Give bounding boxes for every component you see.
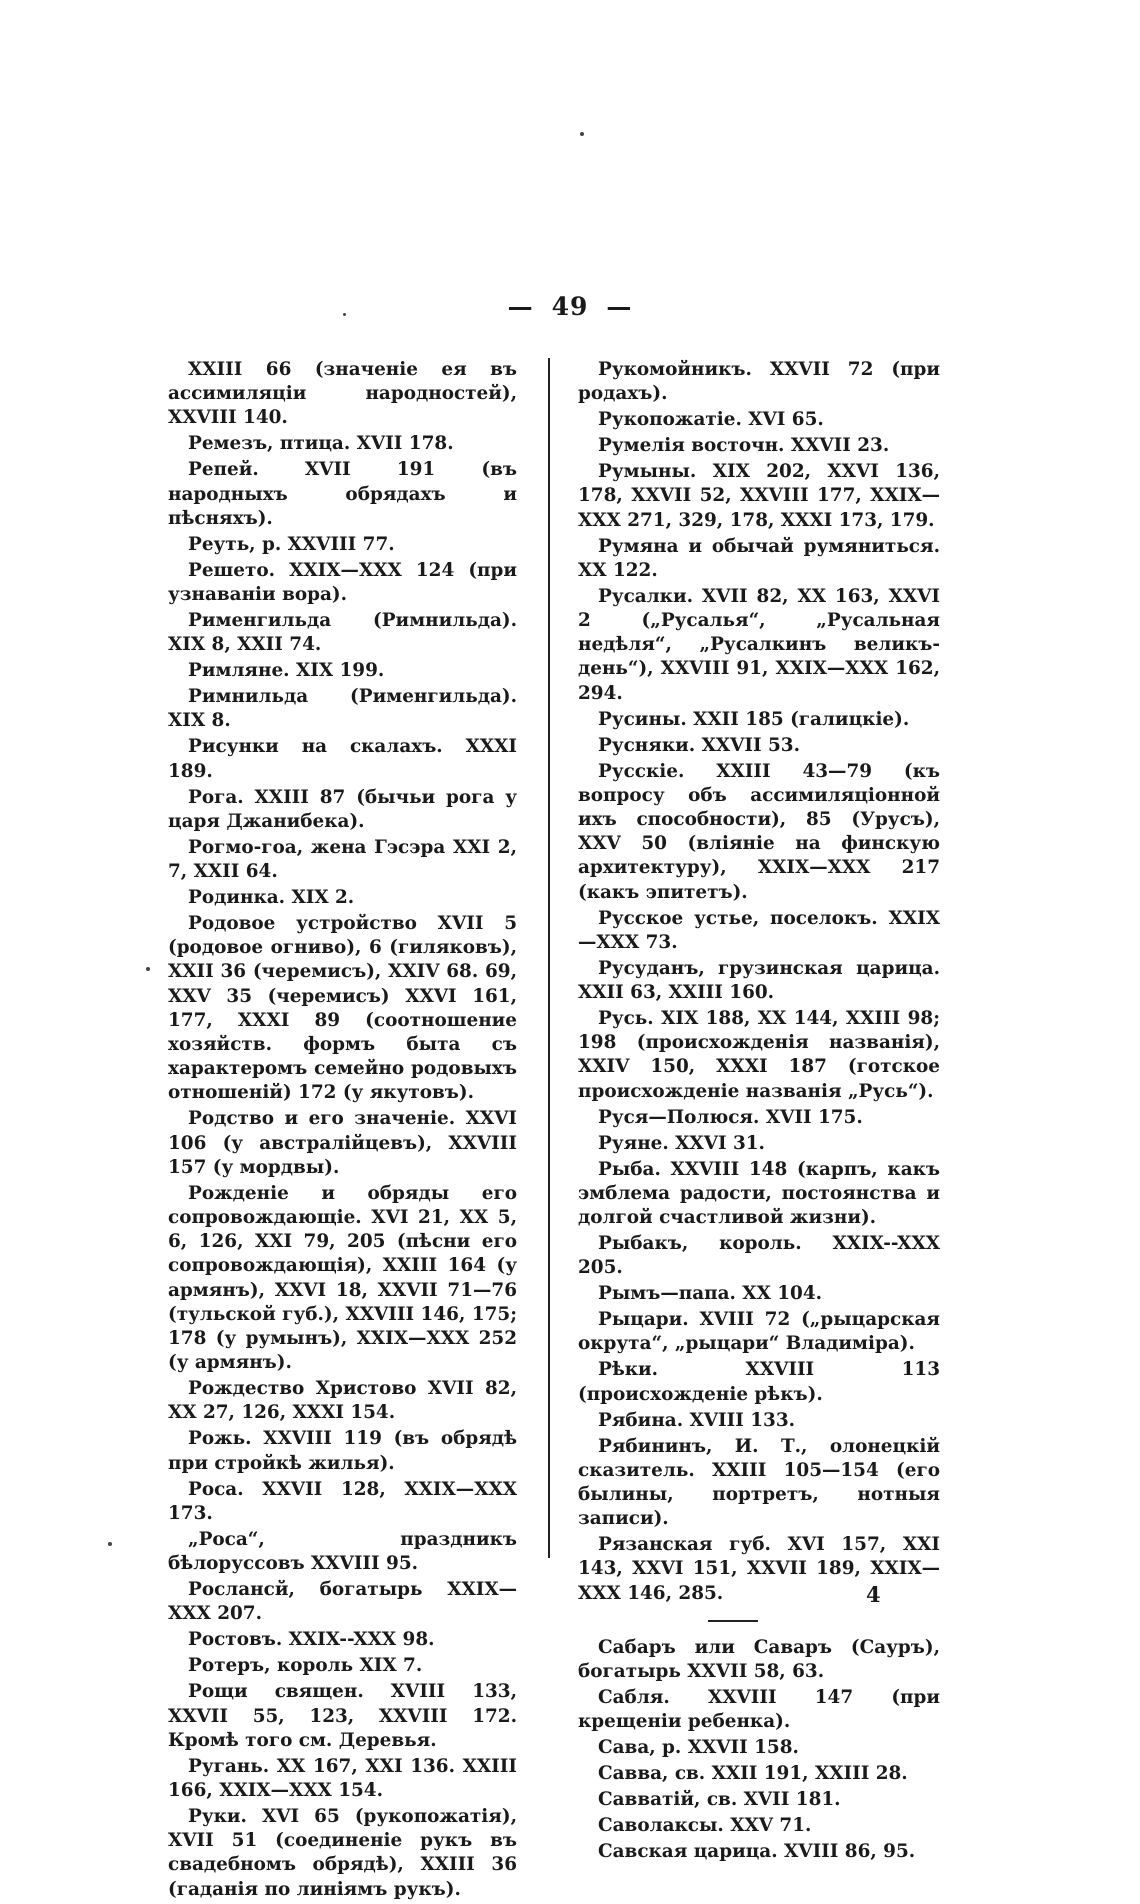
scan-speck	[580, 132, 584, 136]
index-entry: Руяне. XXVI 31.	[598, 1132, 765, 1154]
index-entry: Савва, св. XXII 191, XXIII 28.	[598, 1763, 908, 1785]
index-entry: Русины. XXII 185 (галицкіе).	[598, 708, 910, 730]
index-entry: Родовое устройство XVII 5 (родовое огниво), 6 (гиляковъ), XXII 36 (черемисъ), XXIV 68. 69, XXV 35 (черемисъ) XXVI 161, 177, XXXI 89 (соотношение хозяйств. формъ быта съ характеромъ семейно родовыхъ отношеній) 172 (у якутовъ).	[168, 913, 517, 1104]
index-entry: Рукопожатіе. XVI 65.	[598, 409, 824, 431]
index-entry: Родинка. XIX 2.	[188, 887, 355, 909]
index-entry: Рыба. XXVIII 148 (карпъ, какъ эмблема радости, постоянства и долгой счастливой жизни).	[578, 1158, 940, 1229]
page-header	[0, 292, 1140, 321]
index-entry: Рощи священ. XVIII 133, XXVII 55, 123, XXVIII 172. Кромѣ того см. Деревья.	[168, 1681, 517, 1751]
index-entry: Руки. XVI 65 (рукопожатія), XVII 51 (соединеніе рукъ въ свадебномъ обрядѣ), XXIII 36 (гаданія по линіямъ рукъ).	[168, 1805, 517, 1900]
scan-speck	[343, 313, 346, 316]
index-entry: Рымъ—папа. XX 104.	[598, 1283, 823, 1305]
index-entry: Русь. XIX 188, XX 144, XXIII 98; 198 (происхожденія названія), XXIV 150, XXXI 187 (готское происхожденіе названія „Русь“).	[578, 1008, 940, 1102]
index-entry: Сабля. XXVIII 147 (при крещеніи ребенка).	[578, 1687, 940, 1733]
index-entry: Ругань. XX 167, XXI 136. XXIII 166, XXIX—XXX 154.	[168, 1755, 517, 1801]
index-entry: Ротеръ, король XIX 7.	[188, 1655, 423, 1677]
right-column	[578, 358, 940, 1866]
index-entry: Русуданъ, грузинская царица. XXII 63, XXIII 160.	[578, 957, 940, 1004]
index-entry: Рыбакъ, король. XXIX--XXX 205.	[578, 1233, 940, 1279]
section-separator	[708, 1620, 758, 1622]
index-entry: Румыны. XIX 202, XXVI 136, 178, XXVII 52, XXVIII 177, XXIX—XXX 271, 329, 178, XXXI 173, 179.	[578, 461, 940, 531]
index-entry: Сабаръ или Саваръ (Сауръ), богатырь XXVII 58, 63.	[578, 1636, 940, 1683]
index-entry: Родство и его значеніе. XXVI 106 (у австралійцевъ), XXVIII 157 (у мордвы).	[168, 1108, 517, 1178]
index-entry: Римнильда (Рименгильда). XIX 8.	[168, 686, 517, 732]
index-entry: Рѣки. XXVIII 113 (происхожденіе рѣкъ).	[578, 1359, 940, 1405]
index-entry: Ростовъ. XXIX--XXX 98.	[188, 1629, 435, 1651]
index-entry: Ремезъ, птица. XVII 178.	[188, 433, 454, 455]
index-entry: Рыцари. XVIII 72 („рыцарская окрута“, „рыцари“ Владиміра).	[578, 1309, 940, 1355]
index-entry: Русняки. XXVII 53.	[598, 734, 800, 756]
index-entry: Рогмо-гоа, жена Гэсэра XXI 2, 7, XXII 64.	[168, 836, 517, 883]
index-entry: Рукомойникъ. XXVII 72 (при родахъ).	[578, 359, 940, 405]
index-entry: Рисунки на скалахъ. XXXI 189.	[168, 736, 517, 782]
index-entry: Сава, р. XXVII 158.	[598, 1737, 799, 1759]
index-entry: Рябининъ, И. Т., олонецкій сказитель. XXIII 105—154 (его былины, портретъ, нотныя записи).	[578, 1435, 940, 1530]
index-entry: Рязанская губ. XVI 157, XXI 143, XXVI 151, XXVII 189, XXIX—XXX 146, 285.	[578, 1534, 940, 1604]
index-entry: Саволаксы. XXV 71.	[598, 1815, 812, 1837]
index-entry: Репей. XVII 191 (въ народныхъ обрядахъ и пѣсняхъ).	[168, 459, 517, 529]
index-entry: Савская царица. XVIII 86, 95.	[598, 1841, 916, 1863]
index-entry: Рожденіе и обряды его сопровождающіе. XVI 21, XX 5, 6, 126, XXI 79, 205 (пѣсни его сопровождающія), XXIII 164 (у армянъ), XXVI 18, XXVII 71—76 (тульской губ.), XXVIII 146, 175; 178 (у румынъ), XXIX—XXX 252 (у армянъ).	[168, 1182, 517, 1374]
index-entry: Рождество Христово XVII 82, XX 27, 126, XXXI 154.	[168, 1378, 517, 1424]
scan-speck	[146, 967, 150, 971]
index-entry: Савватій, св. XVII 181.	[598, 1789, 841, 1811]
index-entry: Руся—Полюся. XVII 175.	[598, 1106, 863, 1128]
index-entry: Римляне. XIX 199.	[188, 660, 385, 682]
column-divider	[548, 358, 550, 1558]
index-entry: Рога. XXIII 87 (бычьи рога у царя Джанибека).	[168, 786, 517, 832]
index-entry: Решето. XXIX—XXX 124 (при узнаваніи вора).	[168, 559, 517, 606]
index-entry: XXIII 66 (значеніе ея въ ассимиляціи народностей), XXVIII 140.	[168, 359, 517, 429]
index-entry: Румяна и обычай румяниться. XX 122.	[578, 535, 940, 581]
scan-speck	[108, 1542, 112, 1546]
page-number: 49	[551, 292, 589, 321]
index-entry: Реуть, р. XXVIII 77.	[188, 533, 395, 555]
index-entry: Русское устье, поселокъ. XXIX—XXX 73.	[578, 907, 940, 953]
printer-signature-mark: 4	[866, 1582, 881, 1607]
index-entry: Рослансй, богатырь XXIX—XXX 207.	[168, 1579, 517, 1625]
index-entry: Русалки. XVII 82, XX 163, XXVI 2 („Русалья“, „Русальная недѣля“, „Русалкинъ великъ-день“), XXVIII 91, XXIX—XXX 162, 294.	[578, 585, 940, 704]
index-entry: Рожь. XXVIII 119 (въ обрядѣ при стройкѣ жилья).	[168, 1428, 517, 1474]
index-entry: Рябина. XVIII 133.	[598, 1409, 796, 1431]
index-entry: Рименгильда (Римнильда). XIX 8, XXII 74.	[168, 610, 517, 656]
left-column	[168, 358, 517, 1904]
index-entry: Русскіе. XXIII 43—79 (къ вопросу объ ассимиляціонной ихъ способности), 85 (Урусъ), XXV 50 (вліяніе на финскую архитектуру), XXIX—XXX 217 (какъ эпитетъ).	[578, 760, 940, 903]
index-entry: Румелія восточн. XXVII 23.	[598, 435, 890, 457]
header-dash-right: —	[606, 292, 633, 321]
index-entry: „Роса“, праздникъ бѣлоруссовъ XXVIII 95.	[168, 1528, 517, 1575]
index-entry: Роса. XXVII 128, XXIX—XXX 173.	[168, 1478, 517, 1524]
header-dash-left: —	[507, 292, 534, 321]
